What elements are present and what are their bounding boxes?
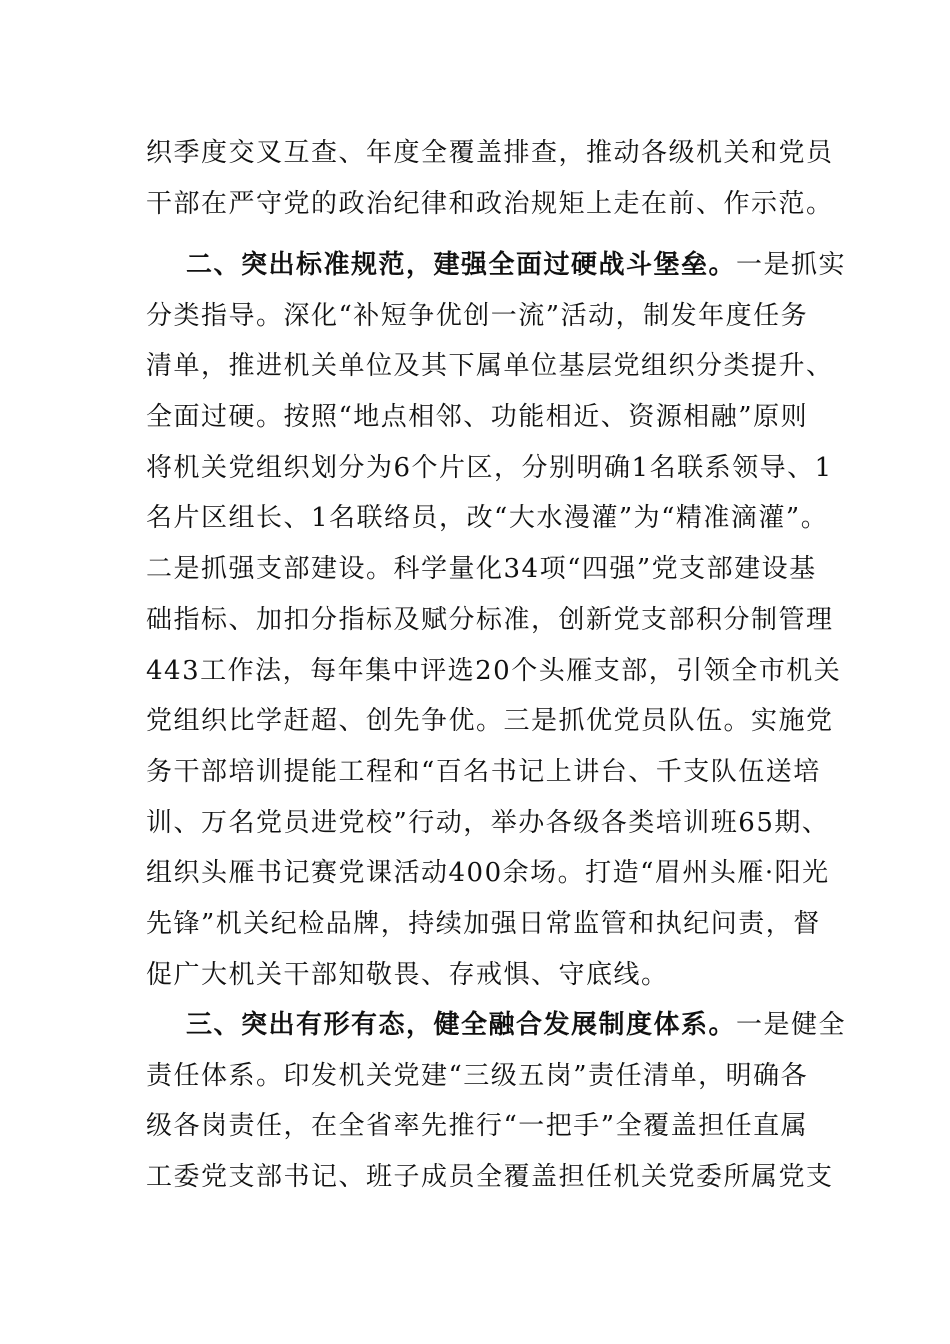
section-heading: 三、突出有形有态，健全融合发展制度体系。 [186, 1010, 737, 1040]
paragraph-1 [146, 128, 834, 229]
section-heading: 二、突出标准规范，建强全面过硬战斗堡垒。 [186, 250, 737, 280]
paragraph-first-line [146, 240, 847, 291]
paragraph-line: 先锋”机关纪检品牌，持续加强日常监管和执纪问责，督 [146, 908, 821, 939]
paragraph-line: 务干部培训提能工程和“百名书记上讲台、千支队伍送培 [146, 756, 821, 787]
paragraph-line: 443工作法，每年集中评选20个头雁支部，引领全市机关 [146, 655, 842, 686]
paragraph-line: 将机关党组织划分为6个片区，分别明确1名联系领导、1 [146, 452, 833, 483]
paragraph-line: 二是抓强支部建设。科学量化34项“四强”党支部建设基 [146, 554, 817, 585]
paragraph-2 [146, 240, 847, 1000]
paragraph-line: 组织头雁书记赛党课活动400余场。打造“眉州头雁·阳光 [146, 858, 830, 889]
paragraph-line: 织季度交叉互查、年度全覆盖排查，推动各级机关和党员 [146, 138, 834, 168]
heading-continuation: 一是健全 [736, 1010, 847, 1040]
paragraph-line: 名片区组长、1名联络员，改“大水漫灌”为“精准滴灌”。 [146, 503, 829, 534]
paragraph-line: 清单，推进机关单位及其下属单位基层党组织分类提升、 [146, 351, 834, 382]
paragraph-line: 促广大机关干部知敬畏、存戒惧、守底线。 [146, 959, 669, 990]
paragraph-3 [146, 1000, 847, 1203]
paragraph-line: 干部在严守党的政治纪律和政治规矩上走在前、作示范。 [146, 188, 834, 219]
paragraph-line: 全面过硬。按照“地点相邻、功能相近、资源相融”原则 [146, 402, 809, 433]
paragraph-line: 训、万名党员进党校”行动，举办各级各类培训班65期、 [146, 807, 830, 838]
paragraph-first-line [146, 1000, 847, 1051]
paragraph-line: 级各岗责任，在全省率先推行“一把手”全覆盖担任直属 [146, 1111, 809, 1142]
paragraph-line: 责任体系。印发机关党建“三级五岗”责任清单，明确各 [146, 1060, 809, 1091]
paragraph-line: 工委党支部书记、班子成员全覆盖担任机关党委所属党支 [146, 1162, 834, 1193]
paragraph-line: 党组织比学赶超、创先争优。三是抓优党员队伍。实施党 [146, 706, 834, 737]
paragraph-line: 础指标、加扣分指标及赋分标准，创新党支部积分制管理 [146, 604, 834, 635]
paragraph-line: 分类指导。深化“补短争优创一流”活动，制发年度任务 [146, 300, 809, 331]
heading-continuation: 一是抓实 [736, 250, 847, 280]
